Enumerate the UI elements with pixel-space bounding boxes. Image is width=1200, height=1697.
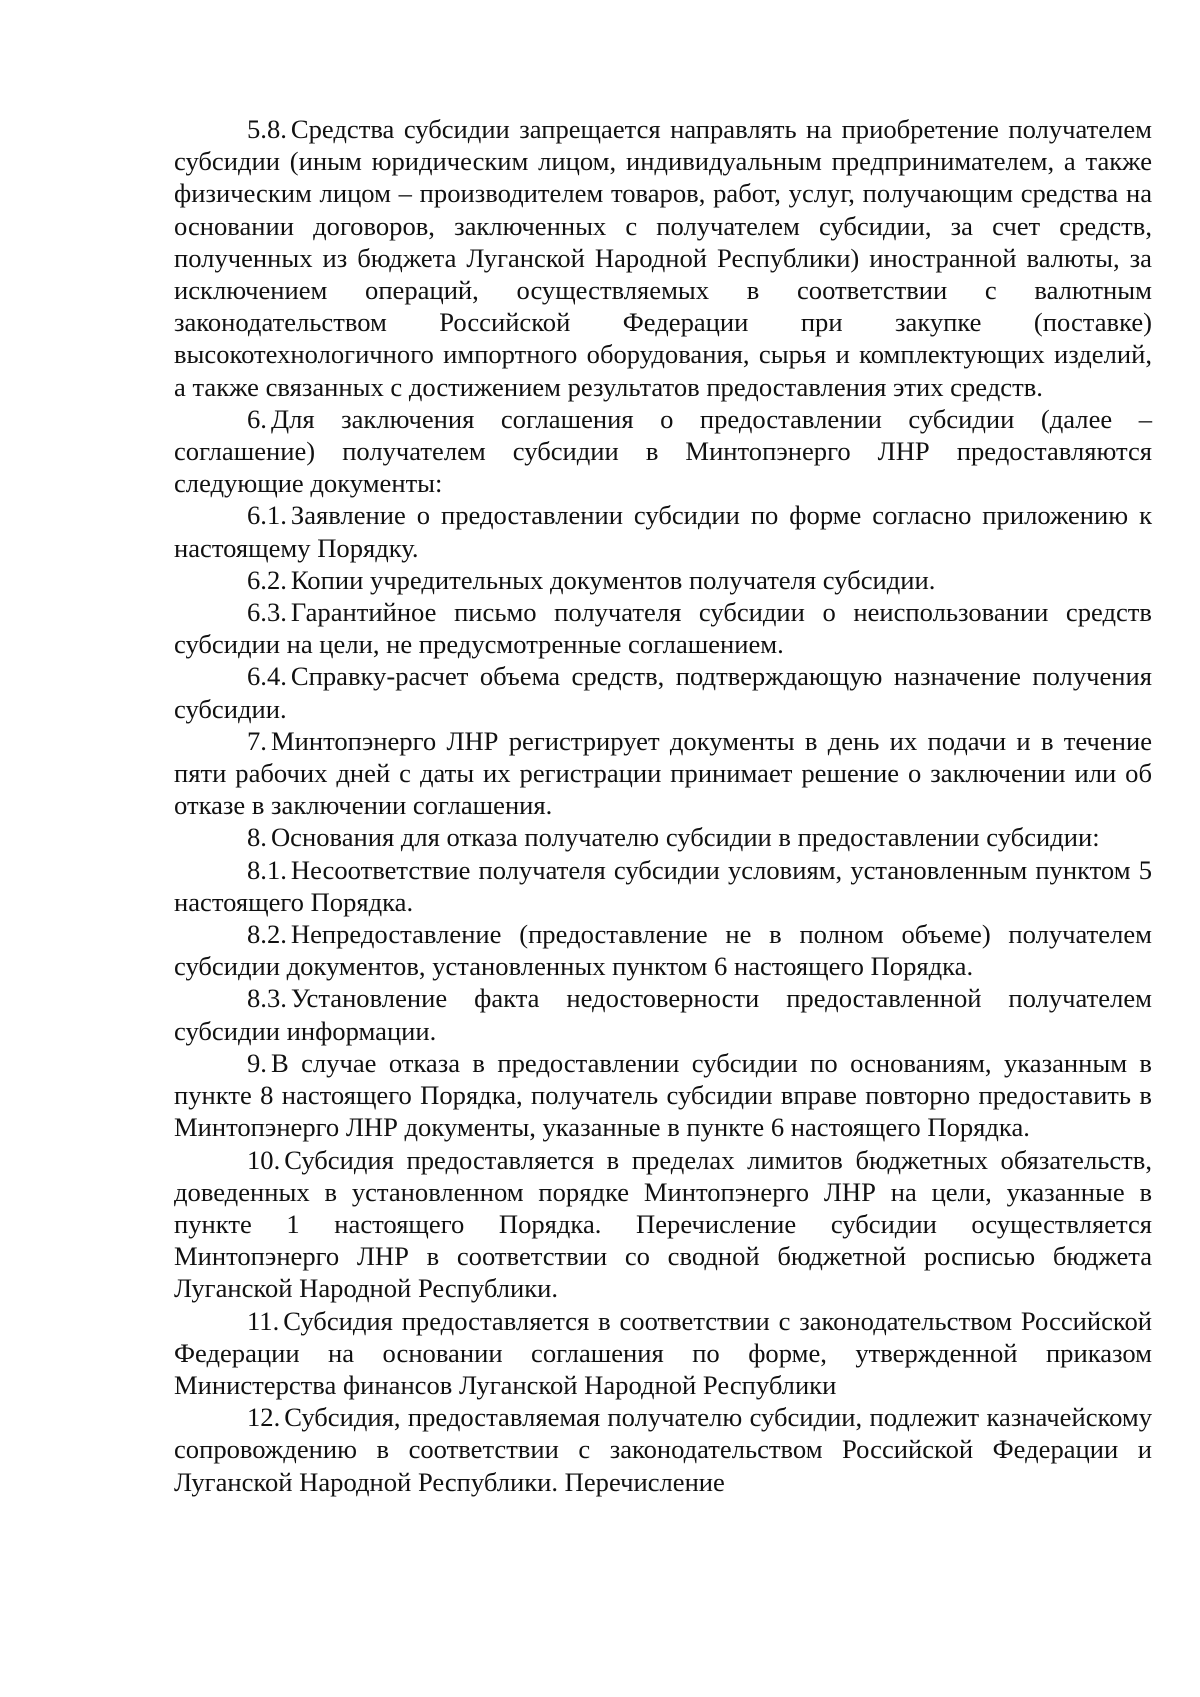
paragraph-number: 8.1. [247, 854, 287, 885]
paragraph-number: 8.2. [247, 919, 287, 950]
paragraph-11 [174, 1305, 1152, 1402]
paragraph-text: Справку-расчет объема средств, подтверждающую назначение получения субсидии. [174, 661, 1152, 724]
paragraph-number: 6.1. [247, 500, 287, 531]
paragraph-number: 8.3. [247, 983, 287, 1014]
paragraph-text: Копии учредительных документов получателя субсидии. [290, 564, 936, 595]
paragraph-6-2 [174, 564, 1152, 596]
paragraph-text: В случае отказа в предоставлении субсидии по основаниям, указанным в пункте 8 настоящего Порядка, получатель субсидии вправе повторно предоставить в Минтопэнерго ЛНР документы, указанные в пункте 6 настоящего Порядка. [174, 1047, 1152, 1143]
paragraph-8-1 [174, 854, 1152, 918]
paragraph-6-4 [174, 660, 1152, 724]
document-body [174, 113, 1152, 1498]
paragraph-8-3 [174, 982, 1152, 1046]
paragraph-6-1 [174, 499, 1152, 563]
paragraph-6 [174, 403, 1152, 500]
paragraph-text: Субсидия, предоставляемая получателю субсидии, подлежит казначейскому сопровождению в соответствии с законодательством Российской Федерации и Луганской Народной Республики. Перечисление [174, 1402, 1152, 1497]
paragraph-10 [174, 1144, 1152, 1305]
paragraph-text: Средства субсидии запрещается направлять на приобретение получателем субсидии (иным юридическим лицом, индивидуальным предпринимателем, а также физическим лицом – производителем товаров, работ, услуг, получающим средства на основании договоров, заключенных с получателем субсидии, за счет средств, полученных из бюджета Луганской Народной Республики) иностранной валюты, за исключением операций, осуществляемых в соответствии с валютным законодательством Российской Федерации при закупке (поставке) высокотехнологичного импортного оборудования, сырья и комплектующих изделий, а также связанных с достижением результатов предоставления этих средств. [174, 114, 1152, 402]
paragraph-12 [174, 1401, 1152, 1498]
paragraph-5-8 [174, 113, 1152, 403]
paragraph-number: 6.2. [247, 564, 287, 595]
paragraph-text: Субсидия предоставляется в пределах лимитов бюджетных обязательств, доведенных в установленном порядке Минтопэнерго ЛНР на цели, указанные в пункте 1 настоящего Порядка. Перечисление субсидии осуществляется Минтопэнерго ЛНР в соответствии со сводной бюджетной росписью бюджета Луганской Народной Республики. [174, 1144, 1152, 1304]
paragraph-text: Непредоставление (предоставление не в полном объеме) получателем субсидии документов, установленных пунктом 6 настоящего Порядка. [174, 919, 1152, 982]
paragraph-text: Несоответствие получателя субсидии условиям, установленным пунктом 5 настоящего Порядка. [174, 854, 1152, 917]
paragraph-number: 7. [247, 725, 267, 756]
paragraph-number: 8. [247, 822, 267, 853]
paragraph-text: Гарантийное письмо получателя субсидии о неиспользовании средств субсидии на цели, не предусмотренные соглашением. [174, 597, 1152, 660]
paragraph-number: 12. [247, 1402, 281, 1433]
paragraph-6-3 [174, 596, 1152, 660]
paragraph-number: 11. [247, 1305, 280, 1336]
paragraph-7 [174, 725, 1152, 822]
paragraph-9 [174, 1047, 1152, 1144]
paragraph-text: Основания для отказа получателю субсидии в предоставлении субсидии: [270, 822, 1100, 853]
paragraph-text: Субсидия предоставляется в соответствии с законодательством Российской Федерации на основании соглашения по форме, утвержденной приказом Министерства финансов Луганской Народной Республики [174, 1305, 1152, 1400]
paragraph-8 [174, 821, 1152, 853]
paragraph-text: Для заключения соглашения о предоставлении субсидии (далее – соглашение) получателем субсидии в Минтопэнерго ЛНР предоставляются следующие документы: [174, 403, 1152, 499]
paragraph-number: 9. [247, 1047, 267, 1078]
paragraph-number: 6.3. [247, 597, 287, 628]
paragraph-text: Минтопэнерго ЛНР регистрирует документы в день их подачи и в течение пяти рабочих дней с даты их регистрации принимает решение о заключении или об отказе в заключении соглашения. [174, 725, 1152, 821]
paragraph-number: 10. [247, 1144, 281, 1175]
paragraph-number: 5.8. [247, 114, 287, 144]
paragraph-number: 6. [247, 403, 267, 434]
paragraph-text: Заявление о предоставлении субсидии по форме согласно приложению к настоящему Порядку. [174, 500, 1152, 563]
paragraph-number: 6.4. [247, 661, 287, 692]
paragraph-8-2 [174, 918, 1152, 982]
paragraph-text: Установление факта недостоверности предоставленной получателем субсидии информации. [174, 983, 1152, 1046]
